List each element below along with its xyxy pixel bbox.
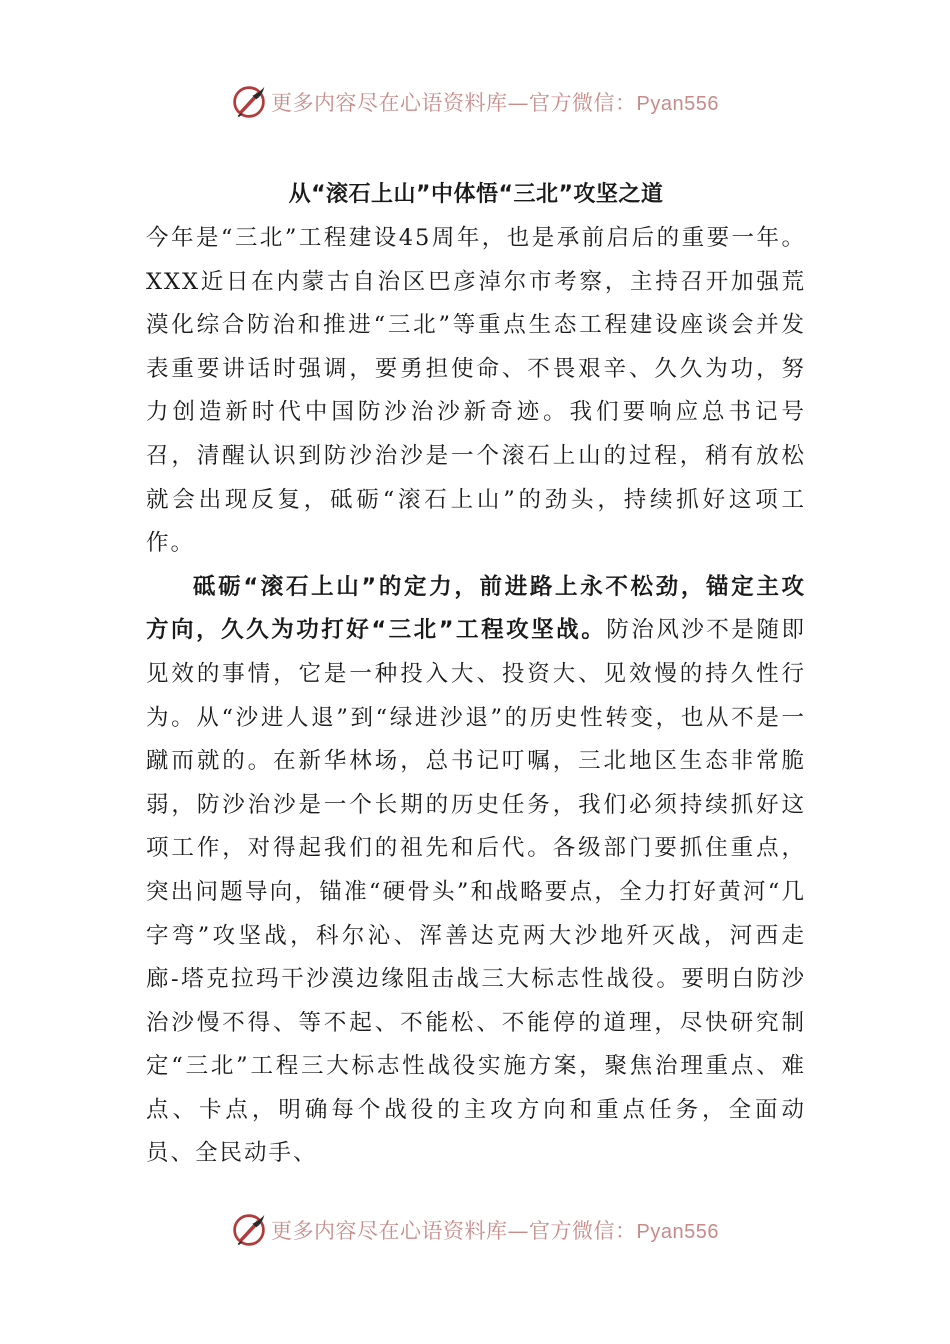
watermark-text: 更多内容尽在心语资料库—官方微信：Pyan556 [271,1219,719,1243]
header-watermark-banner [0,80,950,124]
wechat-id: Pyan556 [636,1221,719,1243]
document-body [146,173,806,1176]
section-body: 防治风沙不是随即见效的事情，它是一种投入大、投资大、见效慢的持久性行为。从“沙进人退”到“绿进沙退”的历史性转变，也从不是一蹴而就的。在新华林场，总书记叮嘱，三北地区生态非常脆弱，防沙治沙是一个长期的历史任务，我们必须持续抓好这项工作，对得起我们的祖先和后代。各级部门要抓住重点，突出问题导向，锚准“硬骨头”和战略要点，全力打好黄河“几字弯”攻坚战，科尔沁、浑善达克两大沙地歼灭战，河西走廊-塔克拉玛干沙漠边缘阻击战三大标志性战役。要明白防沙治沙慢不得、等不起、不能松、不能停的道理，尽快研究制定“三北”工程三大标志性战役实施方案，聚焦治理重点、难点、卡点，明确每个战役的主攻方向和重点任务，全面动员、全民动手、 [146,617,806,1167]
wechat-id: Pyan556 [636,93,719,115]
document-title: 从“滚石上山”中体悟“三北”攻坚之道 [288,182,664,207]
paragraph-section-1 [146,566,806,1176]
footer-watermark-banner [0,1208,950,1252]
watermark-text: 更多内容尽在心语资料库—官方微信：Pyan556 [271,91,719,115]
section-heading: 砥砺“滚石上山”的定力，前进路上永不松劲，锚定主攻方向，久久为功打好“三北”工程攻坚战。 [146,573,806,644]
quill-seal-logo-icon [231,1212,267,1248]
quill-seal-logo-icon [231,84,267,120]
paragraph-intro: 今年是“三北”工程建设45周年，也是承前启后的重要一年。XXX近日在内蒙古自治区巴彦淖尔市考察，主持召开加强荒漠化综合防治和推进“三北”等重点生态工程建设座谈会并发表重要讲话时强调，要勇担使命、不畏艰辛、久久为功，努力创造新时代中国防沙治沙新奇迹。我们要响应总书记号召，清醒认识到防沙治沙是一个滚石上山的过程，稍有放松就会出现反复，砥砺“滚石上山”的劲头，持续抓好这项工作。 [146,225,806,557]
